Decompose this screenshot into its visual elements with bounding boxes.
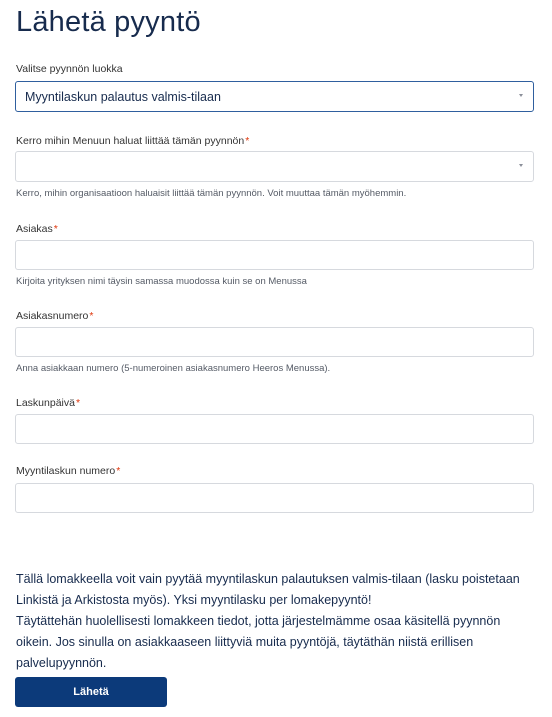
organization-label-text: Kerro mihin Menuun haluat liittää tämän pyynnön [16,135,245,147]
form-description [16,569,540,674]
customer-number-label-text: Asiakasnumero [16,310,89,322]
customer-label-text: Asiakas [16,223,53,235]
description-line: Linkistä ja Arkistosta myös). Yksi myyntilasku per lomakepyyntö! [16,593,372,607]
page-title: Lähetä pyyntö [16,6,201,38]
chevron-down-icon [519,164,523,167]
customer-number-input[interactable] [15,327,534,357]
required-marker: * [75,397,81,409]
category-select-value: Myyntilaskun palautus valmis-tilaan [25,90,221,104]
customer-number-label [16,310,93,322]
invoice-date-input[interactable] [15,414,534,444]
required-marker: * [245,135,250,147]
chevron-down-icon [519,94,523,97]
description-line: Tällä lomakkeella voit vain pyytää myyntilaskun palautuksen valmis-tilaan (lasku poistetaan [16,572,520,586]
category-label [16,63,123,75]
customer-label [16,223,58,235]
description-line: Täytättehän huolellisesti lomakkeen tiedot, jotta järjestelmämme osaa käsitellä pyynnön [16,614,501,628]
description-line: oikein. Jos sinulla on asiakkaaseen liittyviä muita pyyntöjä, täytäthän niistä erillisen [16,635,474,649]
submit-button[interactable]: Lähetä [15,677,167,707]
invoice-number-label [16,465,120,477]
customer-help: Kirjoita yrityksen nimi täysin samassa muodossa kuin se on Menussa [16,276,307,287]
invoice-date-label-text: Laskunpäivä [16,397,75,409]
organization-help: Kerro, mihin organisaatioon haluaisit liittää tämän pyynnön. Voit muuttaa tämän myöhemmin. [16,188,407,199]
invoice-number-label-text: Myyntilaskun numero [16,465,116,477]
category-label-text: Valitse pyynnön luokka [16,63,123,75]
organization-label [16,135,249,147]
invoice-number-input[interactable] [15,483,534,513]
customer-number-help: Anna asiakkaan numero (5-numeroinen asiakasnumero Heeros Menussa). [16,363,331,374]
invoice-date-label [16,397,80,409]
required-marker: * [116,465,121,477]
customer-input[interactable] [15,240,534,270]
description-line: palvelupyynnön. [16,656,107,670]
category-select[interactable] [15,81,534,112]
organization-select[interactable] [15,151,534,182]
required-marker: * [89,310,94,322]
required-marker: * [53,223,58,235]
